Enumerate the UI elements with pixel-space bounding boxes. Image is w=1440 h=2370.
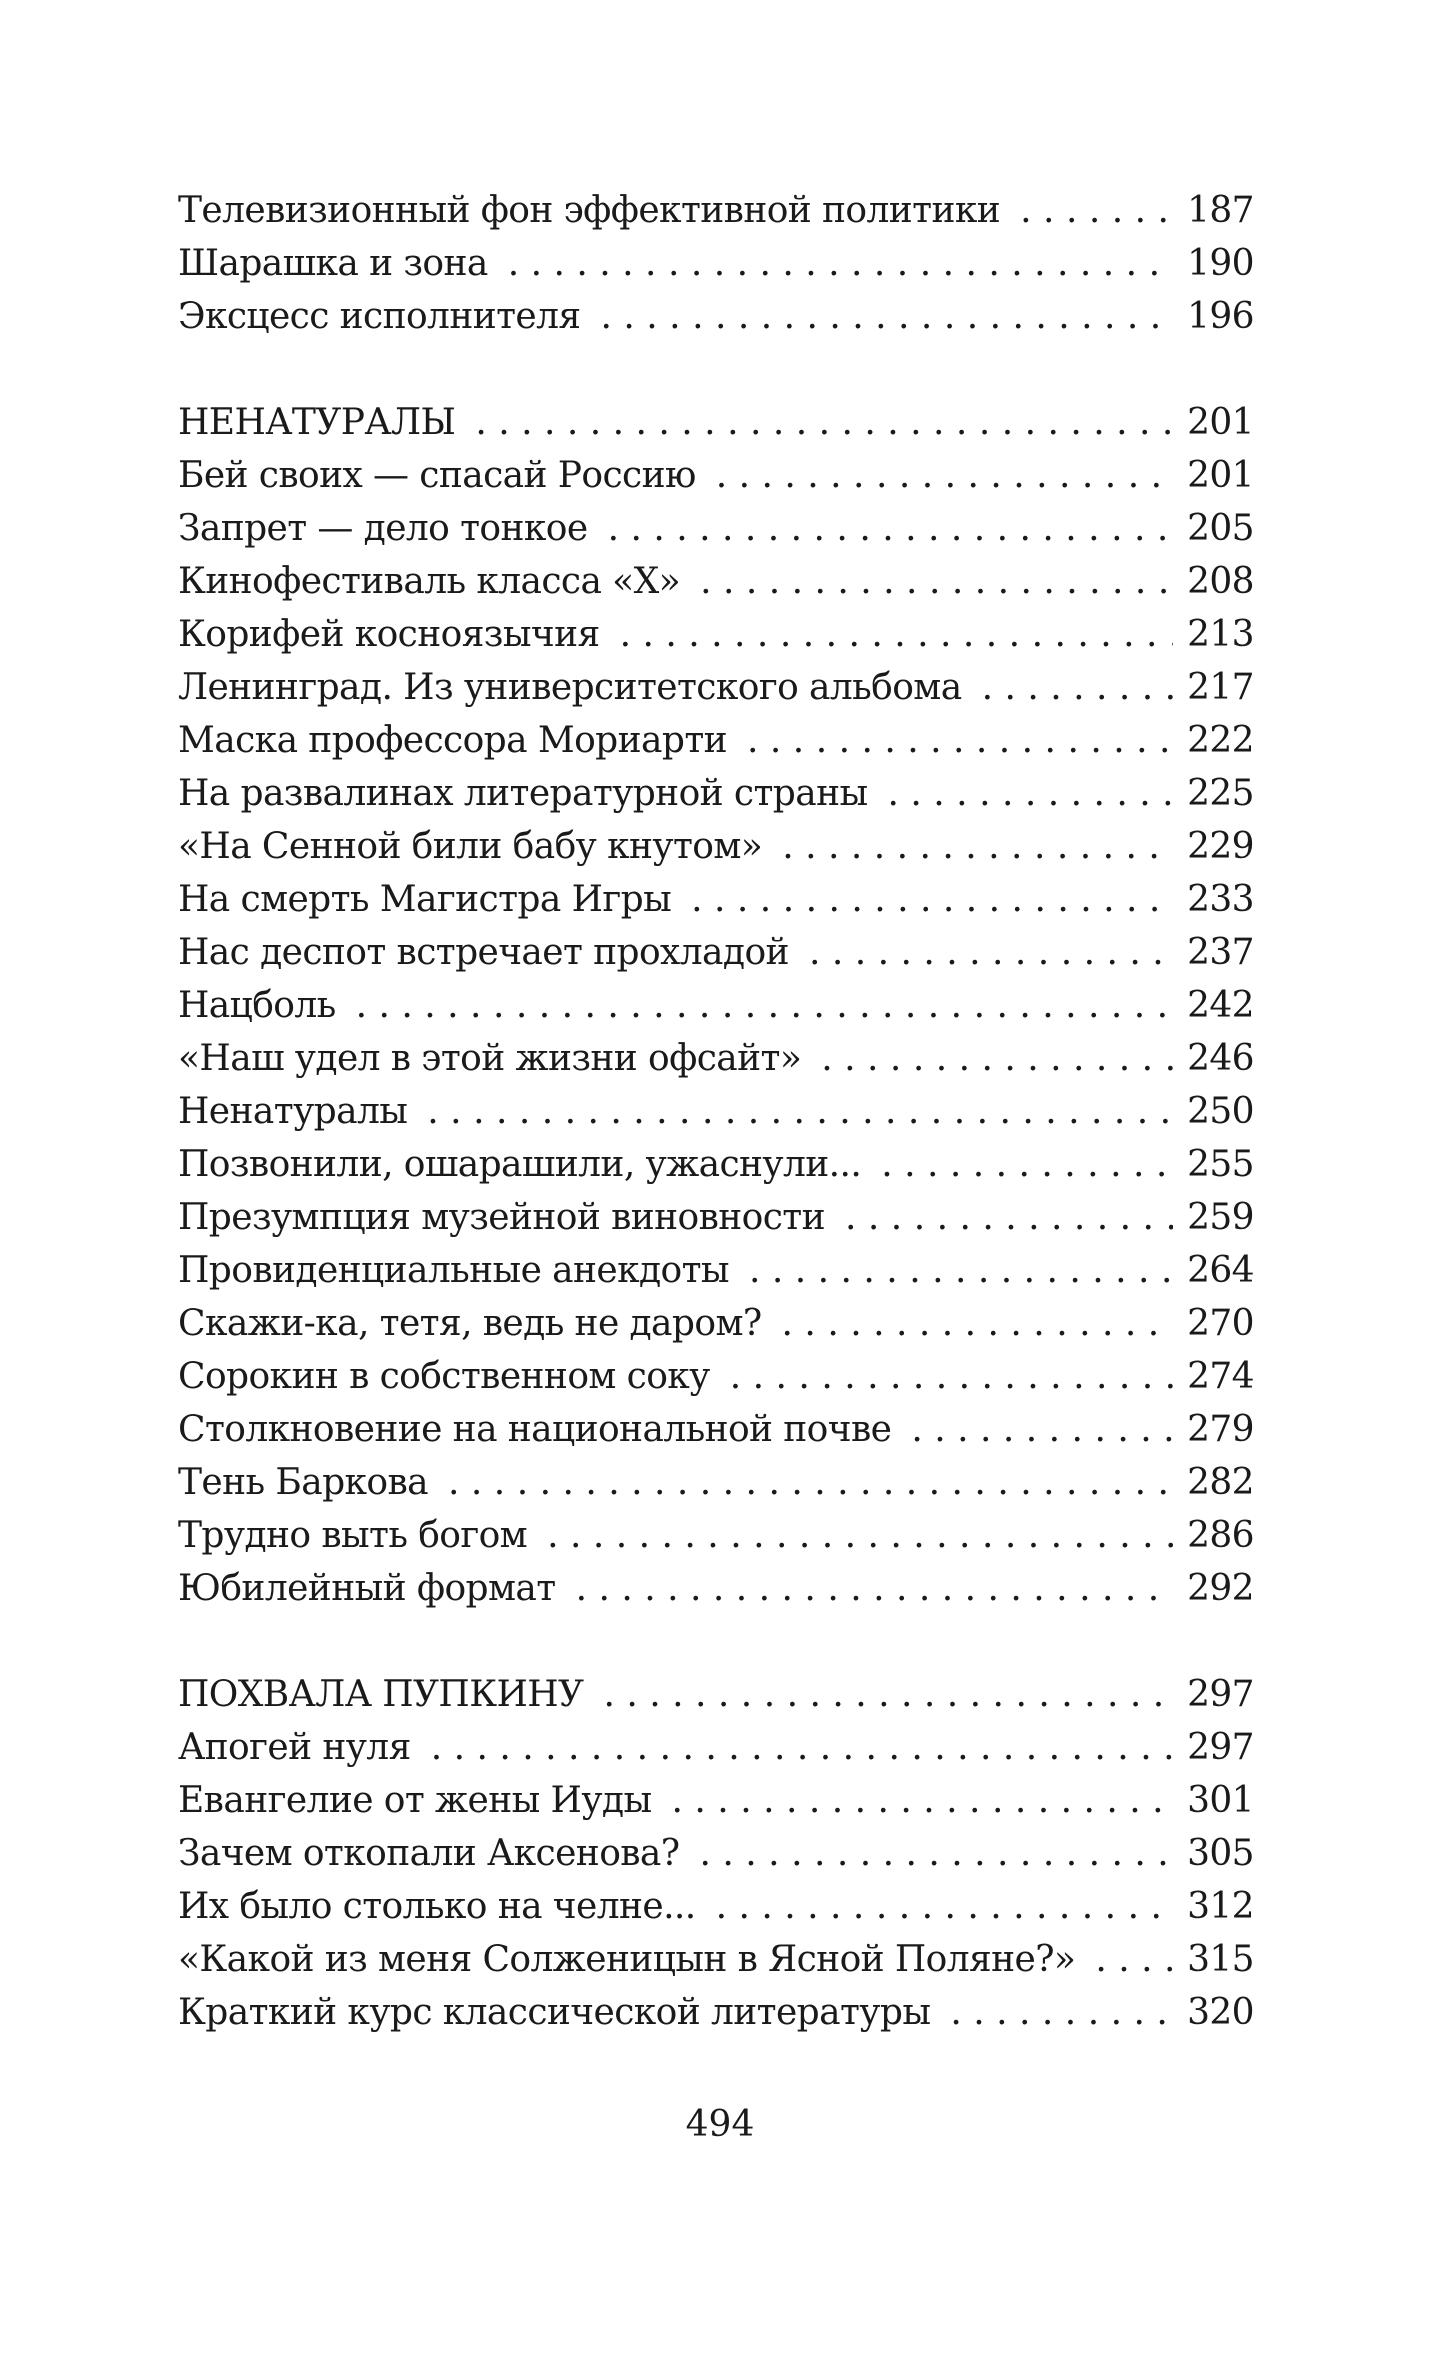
toc-entry-title: Ленинград. Из университетского альбома bbox=[178, 667, 962, 708]
toc-entry-page: 259 bbox=[1187, 1197, 1254, 1238]
dot-leader bbox=[576, 1562, 1174, 1615]
toc-entry-page: 187 bbox=[1187, 190, 1254, 231]
toc-entry-title: Провиденциальные анекдоты bbox=[178, 1250, 729, 1291]
dot-leader bbox=[982, 661, 1174, 714]
toc-entry bbox=[178, 502, 1254, 555]
toc-section bbox=[178, 184, 1254, 343]
toc-entry-page: 305 bbox=[1187, 1833, 1254, 1874]
toc-entry-title: Корифей косноязычия bbox=[178, 614, 600, 655]
dot-leader bbox=[672, 1774, 1174, 1827]
toc-entry-page: 201 bbox=[1187, 402, 1254, 443]
toc-entry-page: 297 bbox=[1187, 1674, 1254, 1715]
toc-entry-title: Позвонили, ошарашили, ужаснули... bbox=[178, 1144, 862, 1185]
toc-entry-page: 229 bbox=[1187, 826, 1254, 867]
toc-entry bbox=[178, 1456, 1254, 1509]
toc-entry bbox=[178, 1933, 1254, 1986]
toc-entry-page: 264 bbox=[1187, 1250, 1254, 1291]
dot-leader bbox=[427, 1085, 1173, 1138]
dot-leader bbox=[620, 608, 1173, 661]
toc-entry bbox=[178, 820, 1254, 873]
toc-entry-title: Их было столько на челне... bbox=[178, 1886, 696, 1927]
dot-leader bbox=[888, 767, 1174, 820]
toc-entry-title: Шарашка и зона bbox=[178, 243, 488, 284]
toc-entry-title: Сорокин в собственном соку bbox=[178, 1356, 710, 1397]
toc-section-heading bbox=[178, 1668, 1254, 1721]
toc-entry bbox=[178, 714, 1254, 767]
toc-entry-page: 279 bbox=[1187, 1409, 1254, 1450]
toc-entry bbox=[178, 1880, 1254, 1933]
toc-entry bbox=[178, 1138, 1254, 1191]
toc-entry-page: 196 bbox=[1187, 296, 1254, 337]
toc-entry-title: Трудно выть богом bbox=[178, 1515, 528, 1556]
toc-entry bbox=[178, 661, 1254, 714]
toc-entry-title: Тень Баркова bbox=[178, 1462, 429, 1503]
toc-entry bbox=[178, 767, 1254, 820]
toc-entry bbox=[178, 1350, 1254, 1403]
toc-entry-page: 286 bbox=[1187, 1515, 1254, 1556]
toc-entry-title: Маска профессора Мориарти bbox=[178, 720, 728, 761]
toc-entry-title: Ненатуралы bbox=[178, 1091, 408, 1132]
toc-entry-page: 205 bbox=[1187, 508, 1254, 549]
toc-entry-page: 297 bbox=[1187, 1727, 1254, 1768]
toc-entry-page: 242 bbox=[1187, 985, 1254, 1026]
toc-entry-page: 292 bbox=[1187, 1568, 1254, 1609]
dot-leader bbox=[1095, 1933, 1173, 1986]
dot-leader bbox=[821, 1032, 1173, 1085]
dot-leader bbox=[782, 820, 1173, 873]
toc-entry bbox=[178, 1244, 1254, 1297]
toc-entry-page: 246 bbox=[1187, 1038, 1254, 1079]
toc-entry bbox=[178, 1509, 1254, 1562]
dot-leader bbox=[809, 926, 1173, 979]
table-of-contents bbox=[178, 184, 1254, 2092]
toc-entry-title: Запрет — дело тонкое bbox=[178, 508, 588, 549]
toc-entry bbox=[178, 1562, 1254, 1615]
toc-entry-title: Кинофестиваль класса «Х» bbox=[178, 561, 681, 602]
toc-section bbox=[178, 1668, 1254, 2039]
dot-leader bbox=[691, 873, 1173, 926]
toc-entry bbox=[178, 1085, 1254, 1138]
dot-leader bbox=[730, 1350, 1173, 1403]
page-number: 494 bbox=[685, 2104, 755, 2145]
toc-entry bbox=[178, 608, 1254, 661]
dot-leader bbox=[749, 1244, 1173, 1297]
toc-entry-page: 320 bbox=[1187, 1992, 1254, 2033]
dot-leader bbox=[747, 714, 1173, 767]
dot-leader bbox=[431, 1721, 1173, 1774]
toc-entry bbox=[178, 1721, 1254, 1774]
toc-entry-title: Нацболь bbox=[178, 985, 336, 1026]
dot-leader bbox=[475, 396, 1173, 449]
toc-entry-page: 312 bbox=[1187, 1886, 1254, 1927]
toc-entry-page: 301 bbox=[1187, 1780, 1254, 1821]
toc-entry bbox=[178, 1827, 1254, 1880]
dot-leader bbox=[601, 290, 1174, 343]
toc-entry-page: 190 bbox=[1187, 243, 1254, 284]
toc-entry-page: 250 bbox=[1187, 1091, 1254, 1132]
toc-entry-title: Телевизионный фон эффективной политики bbox=[178, 190, 1001, 231]
toc-entry-title: ПОХВАЛА ПУПКИНУ bbox=[178, 1674, 584, 1715]
toc-entry-page: 201 bbox=[1187, 455, 1254, 496]
toc-entry-title: Эксцесс исполнителя bbox=[178, 296, 581, 337]
dot-leader bbox=[950, 1986, 1173, 2039]
toc-entry-page: 255 bbox=[1187, 1144, 1254, 1185]
dot-leader bbox=[700, 1827, 1174, 1880]
toc-entry bbox=[178, 1191, 1254, 1244]
toc-entry bbox=[178, 1403, 1254, 1456]
dot-leader bbox=[1020, 184, 1173, 237]
toc-entry-title: На развалинах литературной страны bbox=[178, 773, 868, 814]
toc-entry-title: Евангелие от жены Иуды bbox=[178, 1780, 652, 1821]
toc-entry-title: Краткий курс классической литературы bbox=[178, 1992, 931, 2033]
toc-entry-title: Апогей нуля bbox=[178, 1727, 411, 1768]
toc-entry bbox=[178, 1297, 1254, 1350]
dot-leader bbox=[716, 449, 1173, 502]
toc-entry-page: 237 bbox=[1187, 932, 1254, 973]
toc-entry bbox=[178, 449, 1254, 502]
toc-entry-page: 225 bbox=[1187, 773, 1254, 814]
toc-entry-title: Юбилейный формат bbox=[178, 1568, 556, 1609]
toc-entry-title: «Наш удел в этой жизни офсайт» bbox=[178, 1038, 802, 1079]
toc-entry-title: Скажи-ка, тетя, ведь не даром? bbox=[178, 1303, 762, 1344]
toc-entry-title: «Какой из меня Солженицын в Ясной Поляне?» bbox=[178, 1939, 1076, 1980]
toc-entry-page: 274 bbox=[1187, 1356, 1254, 1397]
toc-entry-title: Зачем откопали Аксенова? bbox=[178, 1833, 680, 1874]
dot-leader bbox=[356, 979, 1173, 1032]
dot-leader bbox=[508, 237, 1173, 290]
toc-entry bbox=[178, 1032, 1254, 1085]
dot-leader bbox=[881, 1138, 1173, 1191]
toc-entry-title: Нас деспот встречает прохладой bbox=[178, 932, 789, 973]
toc-entry-page: 233 bbox=[1187, 879, 1254, 920]
toc-entry bbox=[178, 1986, 1254, 2039]
toc-entry-title: Бей своих — спасай Россию bbox=[178, 455, 696, 496]
dot-leader bbox=[700, 555, 1173, 608]
dot-leader bbox=[448, 1456, 1173, 1509]
toc-entry bbox=[178, 555, 1254, 608]
toc-entry-title: На смерть Магистра Игры bbox=[178, 879, 672, 920]
dot-leader bbox=[603, 1668, 1173, 1721]
toc-entry-page: 208 bbox=[1187, 561, 1254, 602]
toc-entry bbox=[178, 184, 1254, 237]
dot-leader bbox=[845, 1191, 1173, 1244]
dot-leader bbox=[911, 1403, 1173, 1456]
toc-entry bbox=[178, 237, 1254, 290]
toc-entry-page: 282 bbox=[1187, 1462, 1254, 1503]
toc-entry bbox=[178, 873, 1254, 926]
toc-entry-page: 213 bbox=[1187, 614, 1254, 655]
dot-leader bbox=[547, 1509, 1173, 1562]
toc-entry-page: 217 bbox=[1187, 667, 1254, 708]
toc-section bbox=[178, 396, 1254, 1615]
toc-entry-title: Столкновение на национальной почве bbox=[178, 1409, 892, 1450]
dot-leader bbox=[608, 502, 1174, 555]
toc-entry bbox=[178, 926, 1254, 979]
dot-leader bbox=[716, 1880, 1173, 1933]
toc-entry-title: НЕНАТУРАЛЫ bbox=[178, 402, 456, 443]
toc-entry bbox=[178, 979, 1254, 1032]
toc-section-heading bbox=[178, 396, 1254, 449]
toc-entry-title: Презумпция музейной виновности bbox=[178, 1197, 826, 1238]
dot-leader bbox=[782, 1297, 1174, 1350]
toc-entry-page: 222 bbox=[1187, 720, 1254, 761]
toc-entry-title: «На Сенной били бабу кнутом» bbox=[178, 826, 763, 867]
toc-entry-page: 270 bbox=[1187, 1303, 1254, 1344]
toc-entry-page: 315 bbox=[1187, 1939, 1254, 1980]
toc-entry bbox=[178, 1774, 1254, 1827]
toc-entry bbox=[178, 290, 1254, 343]
